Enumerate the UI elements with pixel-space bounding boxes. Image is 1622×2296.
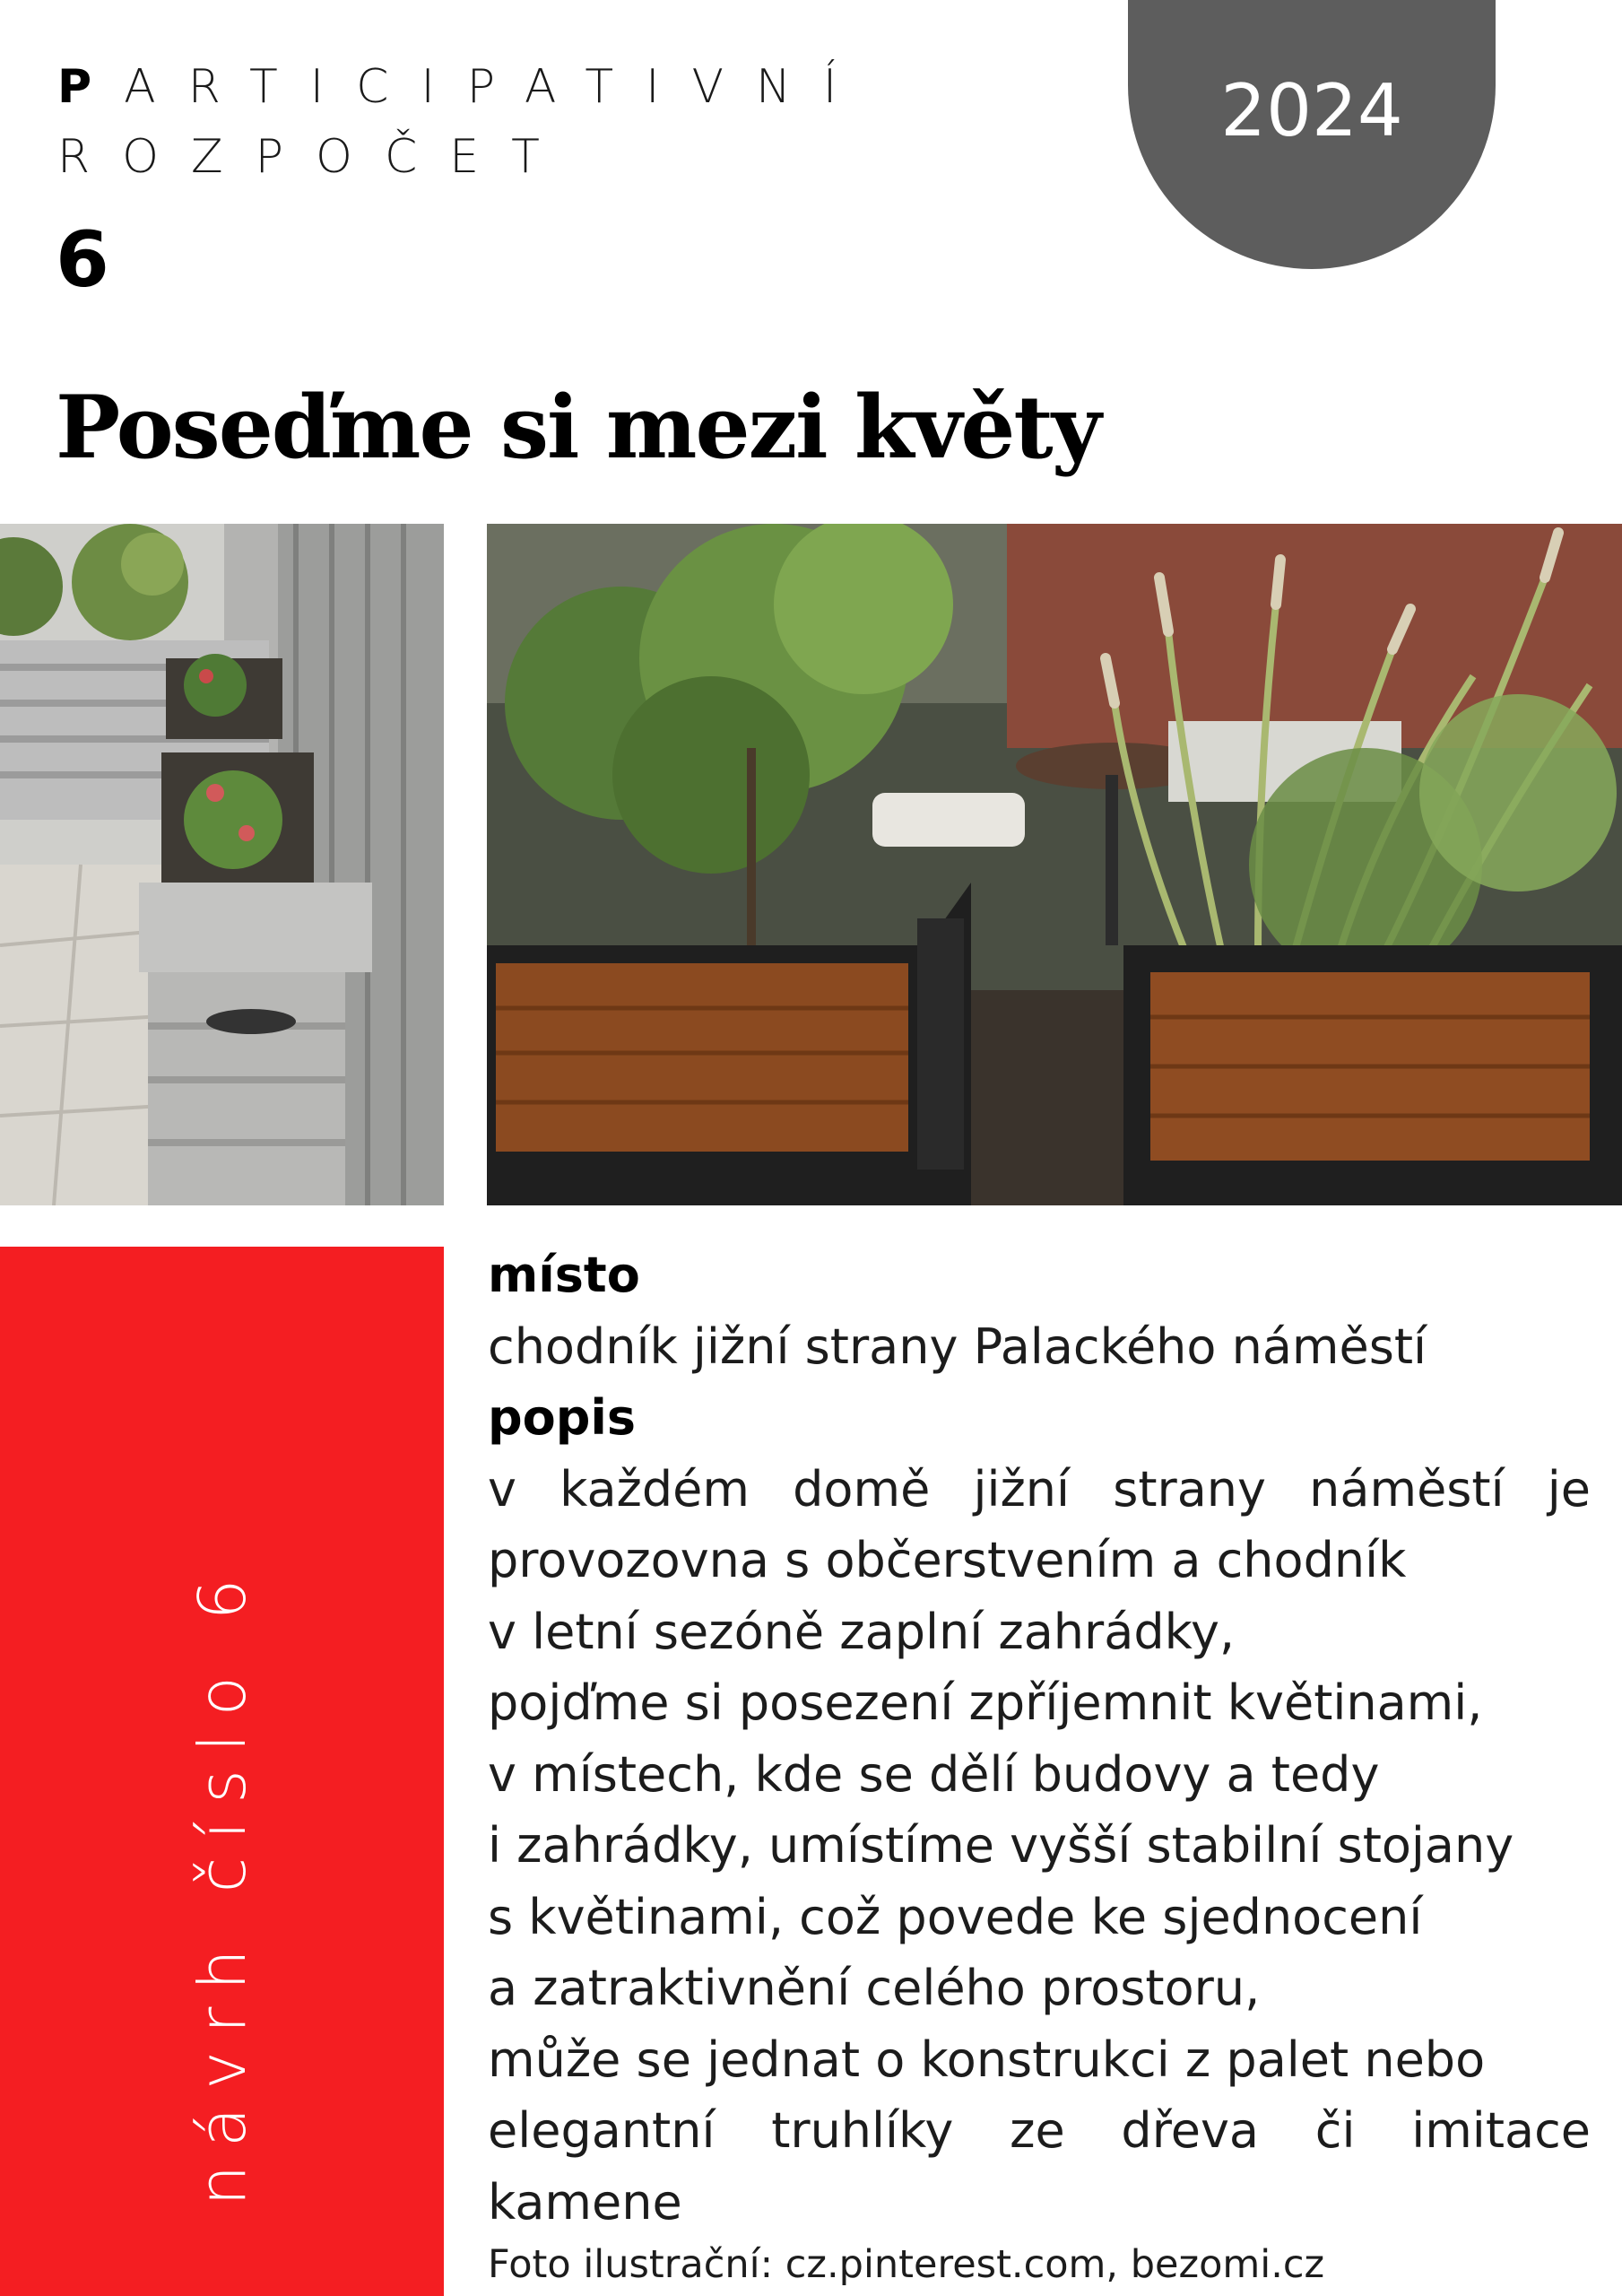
description-line: kamene bbox=[488, 2173, 682, 2231]
place-text: chodník jižní strany Palackého náměstí bbox=[488, 1318, 1427, 1375]
description-heading: popis bbox=[488, 1389, 637, 1446]
description-line: pojďme si posezení zpříjemnit květinami, bbox=[488, 1674, 1483, 1731]
description-line: a zatraktivnění celého prostoru, bbox=[488, 1960, 1261, 2016]
description-paragraph bbox=[488, 1454, 1591, 2239]
participatory-budget-wordmark bbox=[57, 52, 869, 192]
place-heading: místo bbox=[488, 1247, 640, 1303]
wordmark-line-1-rest: ARTICIPATIVNÍ bbox=[124, 60, 870, 114]
photo-credit: Foto ilustrační: cz.pinterest.com, bezomi.cz bbox=[488, 2242, 1325, 2287]
wordmark-first-letter: P bbox=[57, 60, 125, 114]
wooden-planter-photo bbox=[487, 524, 1622, 1205]
pallet-planter-photo bbox=[0, 524, 444, 1205]
pallet-planter-illustration bbox=[0, 524, 444, 1205]
description-line: může se jednat o konstrukci z palet nebo bbox=[488, 2031, 1486, 2088]
year-label: 2024 bbox=[1220, 69, 1403, 152]
description-line: v místech, kde se dělí budovy a tedy bbox=[488, 1745, 1380, 1803]
proposal-details bbox=[488, 1239, 1591, 2238]
description-line: v letní sezóně zaplní zahrádky, bbox=[488, 1603, 1236, 1660]
description-line: s květinami, což povede ke sjednocení bbox=[488, 1888, 1423, 1945]
wordmark-line-1 bbox=[57, 52, 869, 122]
proposal-vertical-label: návrh číslo 6 bbox=[185, 1561, 260, 2206]
description-line: i zahrádky, umístíme vyšší stabilní stojany bbox=[488, 1817, 1514, 1874]
page-title: Poseďme si mezi květy bbox=[56, 377, 1100, 478]
wooden-planter-illustration bbox=[487, 524, 1622, 1205]
year-badge bbox=[1128, 0, 1496, 269]
proposal-number: 6 bbox=[56, 215, 109, 305]
wordmark-line-2: ROZPOČET bbox=[57, 130, 572, 184]
description-line: provozovna s občerstvením a chodník bbox=[488, 1532, 1407, 1588]
description-line: elegantní truhlíky ze dřeva či imitace bbox=[488, 2102, 1591, 2159]
description-line: v každém domě jižní strany náměstí je bbox=[488, 1460, 1591, 1518]
